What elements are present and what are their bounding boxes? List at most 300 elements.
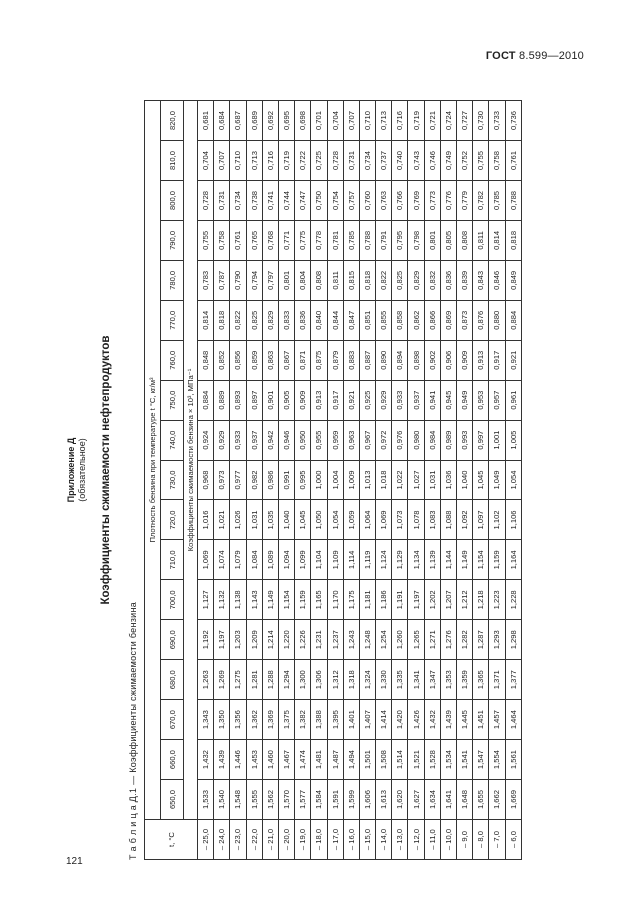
coefficient-cell: 1,634 [424, 780, 440, 820]
compressibility-table [144, 100, 522, 860]
coefficient-cell: 0,814 [198, 300, 214, 340]
coefficient-cell: 0,787 [214, 260, 230, 300]
coefficient-cell: 0,750 [311, 181, 327, 221]
coefficient-cell: 1,356 [230, 700, 246, 740]
coefficient-cell: 0,758 [489, 141, 505, 181]
table-row [424, 101, 440, 860]
coefficient-cell: 0,716 [262, 141, 278, 181]
coefficient-cell: 0,747 [295, 181, 311, 221]
coefficient-cell: 0,836 [295, 300, 311, 340]
coefficient-cell: 1,035 [262, 500, 278, 540]
coefficient-cell: 1,164 [505, 540, 521, 580]
coefficient-cell: 1,570 [278, 780, 294, 820]
coefficient-cell: 0,848 [198, 340, 214, 380]
coefficient-cell: 1,324 [359, 660, 375, 700]
coefficient-cell: 1,094 [278, 540, 294, 580]
coefficient-cell: 0,778 [311, 220, 327, 260]
coefficient-cell: 0,736 [505, 101, 521, 141]
coefficient-cell: 1,202 [424, 580, 440, 620]
temperature-cell: – 17,0 [327, 820, 343, 860]
coefficient-cell: 0,875 [311, 340, 327, 380]
coefficient-cell: 1,143 [246, 580, 262, 620]
density-value: 720,0 [161, 500, 184, 540]
coefficient-cell: 1,001 [489, 420, 505, 460]
coefficient-cell: 0,707 [214, 141, 230, 181]
coefficient-cell: 1,426 [408, 700, 424, 740]
coefficient-cell: 0,977 [230, 460, 246, 500]
coefficient-cell: 0,713 [376, 101, 392, 141]
coefficient-cell: 0,884 [198, 380, 214, 420]
coefficient-cell: 1,362 [246, 700, 262, 740]
coefficient-cell: 1,300 [295, 660, 311, 700]
coefficient-cell: 1,395 [327, 700, 343, 740]
coefficient-cell: 0,980 [408, 420, 424, 460]
coefficient-cell: 0,754 [327, 181, 343, 221]
coefficient-cell: 1,138 [230, 580, 246, 620]
coefficient-cell: 0,884 [505, 300, 521, 340]
density-value: 690,0 [161, 620, 184, 660]
coefficient-cell: 1,294 [278, 660, 294, 700]
density-value: 750,0 [161, 380, 184, 420]
coefficient-cell: 0,822 [376, 260, 392, 300]
coefficient-cell: 0,825 [246, 300, 262, 340]
coefficient-cell: 1,084 [246, 540, 262, 580]
coefficient-cell: 1,000 [311, 460, 327, 500]
coefficient-cell: 0,949 [457, 380, 473, 420]
coefficient-cell: 1,382 [295, 700, 311, 740]
temperature-cell: – 21,0 [262, 820, 278, 860]
coefficient-cell: 0,757 [343, 181, 359, 221]
coefficient-cell: 1,214 [262, 620, 278, 660]
coefficient-cell: 0,761 [505, 141, 521, 181]
coefficient-cell: 0,746 [424, 141, 440, 181]
coefficient-cell: 0,785 [489, 181, 505, 221]
coefficient-cell: 1,207 [440, 580, 456, 620]
coefficient-cell: 0,710 [230, 141, 246, 181]
coefficient-cell: 0,719 [278, 141, 294, 181]
coefficient-cell: 1,347 [424, 660, 440, 700]
coefficient-cell: 0,773 [424, 181, 440, 221]
coefficient-cell: 1,159 [295, 580, 311, 620]
coefficient-cell: 0,681 [198, 101, 214, 141]
coefficient-cell: 0,687 [230, 101, 246, 141]
coefficient-cell: 1,040 [457, 460, 473, 500]
coefficient-cell: 0,689 [246, 101, 262, 141]
coefficient-cell: 1,132 [214, 580, 230, 620]
coefficient-cell: 0,863 [262, 340, 278, 380]
coefficient-cell: 0,731 [343, 141, 359, 181]
coefficient-cell: 0,818 [359, 260, 375, 300]
coefficient-cell: 1,114 [343, 540, 359, 580]
coefficient-cell: 1,009 [343, 460, 359, 500]
coefficient-cell: 1,420 [392, 700, 408, 740]
coefficient-cell: 0,846 [489, 260, 505, 300]
coefficient-cell: 0,879 [327, 340, 343, 380]
coefficient-cell: 1,293 [489, 620, 505, 660]
coefficient-cell: 1,369 [262, 700, 278, 740]
coefficient-cell: 1,287 [473, 620, 489, 660]
coefficient-cell: 0,982 [246, 460, 262, 500]
coefficient-cell: 0,769 [408, 181, 424, 221]
coefficient-cell: 1,534 [440, 740, 456, 780]
coefficient-cell: 0,876 [473, 300, 489, 340]
coefficient-cell: 1,021 [214, 500, 230, 540]
coefficient-cell: 1,388 [311, 700, 327, 740]
coefficient-cell: 0,698 [295, 101, 311, 141]
coefficient-cell: 1,460 [262, 740, 278, 780]
coefficient-cell: 0,883 [343, 340, 359, 380]
table-row [327, 101, 343, 860]
coefficient-cell: 0,869 [440, 300, 456, 340]
coefficient-cell: 1,275 [230, 660, 246, 700]
coefficient-cell: 0,797 [262, 260, 278, 300]
coefficient-cell: 1,648 [457, 780, 473, 820]
coefficient-cell: 0,795 [392, 220, 408, 260]
coefficient-cell: 0,953 [473, 380, 489, 420]
coefficient-cell: 0,855 [376, 300, 392, 340]
table-row [246, 101, 262, 860]
temperature-cell: – 7,0 [489, 820, 505, 860]
density-value: 820,0 [161, 101, 184, 141]
standard-designation [486, 50, 584, 62]
coefficient-cell: 1,059 [343, 500, 359, 540]
coefficient-cell: 1,144 [440, 540, 456, 580]
coefficient-cell: 1,049 [489, 460, 505, 500]
coefficient-cell: 1,555 [246, 780, 262, 820]
coefficient-cell: 0,801 [278, 260, 294, 300]
coefficient-cell: 0,893 [230, 380, 246, 420]
coefficient-cell: 0,852 [214, 340, 230, 380]
density-value: 780,0 [161, 260, 184, 300]
coefficient-cell: 1,282 [457, 620, 473, 660]
coefficient-cell: 0,724 [440, 101, 456, 141]
coefficient-cell: 1,237 [327, 620, 343, 660]
coefficient-cell: 0,901 [262, 380, 278, 420]
coefficient-cell: 0,829 [262, 300, 278, 340]
table-row [473, 101, 489, 860]
density-value: 670,0 [161, 700, 184, 740]
coefficient-cell: 0,744 [278, 181, 294, 221]
coefficient-cell: 0,866 [424, 300, 440, 340]
coefficient-cell: 0,897 [246, 380, 262, 420]
coefficient-cell: 1,154 [278, 580, 294, 620]
density-value: 810,0 [161, 141, 184, 181]
coefficient-cell: 1,359 [457, 660, 473, 700]
coefficient-cell: 0,818 [505, 220, 521, 260]
coefficient-cell: 0,984 [424, 420, 440, 460]
coefficient-cell: 1,540 [214, 780, 230, 820]
standard-number: 8.599—2010 [519, 50, 584, 62]
coefficient-cell: 1,088 [440, 500, 456, 540]
coefficient-cell: 0,937 [408, 380, 424, 420]
table-row [198, 101, 214, 860]
coefficient-cell: 1,281 [246, 660, 262, 700]
coefficient-cell: 1,481 [311, 740, 327, 780]
coefficient-cell: 0,825 [392, 260, 408, 300]
coefficient-cell: 1,139 [424, 540, 440, 580]
coefficient-cell: 0,986 [262, 460, 278, 500]
coefficient-cell: 1,547 [473, 740, 489, 780]
coefficient-cell: 1,045 [295, 500, 311, 540]
temperature-cell: – 18,0 [311, 820, 327, 860]
coefficient-cell: 1,069 [198, 540, 214, 580]
coefficient-cell: 1,226 [295, 620, 311, 660]
coefficient-cell: 1,591 [327, 780, 343, 820]
coefficient-cell: 1,514 [392, 740, 408, 780]
table-body [198, 101, 522, 860]
coefficient-cell: 0,829 [408, 260, 424, 300]
coefficient-cell: 0,721 [424, 101, 440, 141]
coefficient-cell: 1,018 [376, 460, 392, 500]
coefficient-cell: 0,961 [505, 380, 521, 420]
coefficient-cell: 1,627 [408, 780, 424, 820]
coefficient-cell: 0,941 [424, 380, 440, 420]
coefficient-cell: 1,127 [198, 580, 214, 620]
coefficient-cell: 1,159 [489, 540, 505, 580]
coefficient-cell: 1,271 [424, 620, 440, 660]
coefficient-cell: 1,016 [198, 500, 214, 540]
coefficient-cell: 1,165 [311, 580, 327, 620]
temperature-cell: – 8,0 [473, 820, 489, 860]
coefficient-cell: 1,170 [327, 580, 343, 620]
coefficient-cell: 0,749 [440, 141, 456, 181]
coefficient-cell: 1,298 [505, 620, 521, 660]
coefficient-cell: 0,765 [246, 220, 262, 260]
temperature-cell: – 14,0 [376, 820, 392, 860]
coefficient-cell: 0,684 [214, 101, 230, 141]
coefficient-cell: 0,755 [198, 220, 214, 260]
coefficient-cell: 1,149 [262, 580, 278, 620]
coefficient-cell: 1,220 [278, 620, 294, 660]
coefficient-cell: 0,905 [278, 380, 294, 420]
coefficient-cell: 0,713 [246, 141, 262, 181]
coefficient-cell: 1,154 [473, 540, 489, 580]
coefficient-cell: 1,330 [376, 660, 392, 700]
coefficient-cell: 0,719 [408, 101, 424, 141]
coefficient-cell: 0,945 [440, 380, 456, 420]
coefficient-cell: 1,453 [246, 740, 262, 780]
coefficient-cell: 0,833 [278, 300, 294, 340]
coefficient-cell: 0,805 [440, 220, 456, 260]
coefficient-cell: 1,097 [473, 500, 489, 540]
coefficient-cell: 1,577 [295, 780, 311, 820]
coefficient-cell: 0,925 [359, 380, 375, 420]
coefficient-cell: 1,521 [408, 740, 424, 780]
coefficient-cell: 1,040 [278, 500, 294, 540]
coefficient-cell: 1,073 [392, 500, 408, 540]
temperature-cell: – 11,0 [424, 820, 440, 860]
density-value: 760,0 [161, 340, 184, 380]
coefficient-cell: 1,401 [343, 700, 359, 740]
temperature-cell: – 23,0 [230, 820, 246, 860]
coefficient-cell: 1,365 [473, 660, 489, 700]
coefficient-cell: 1,451 [473, 700, 489, 740]
coefficient-cell: 1,218 [473, 580, 489, 620]
table-row [440, 101, 456, 860]
coefficient-cell: 0,967 [359, 420, 375, 460]
coefficient-cell: 1,209 [246, 620, 262, 660]
coefficient-cell: 1,464 [505, 700, 521, 740]
coefficient-cell: 1,445 [457, 700, 473, 740]
coefficient-cell: 0,730 [473, 101, 489, 141]
coefficient-cell: 0,856 [230, 340, 246, 380]
coefficient-cell: 0,776 [440, 181, 456, 221]
coefficient-cell: 0,785 [343, 220, 359, 260]
coefficient-cell: 1,276 [440, 620, 456, 660]
table-row [311, 101, 327, 860]
coefficient-cell: 0,811 [473, 220, 489, 260]
table-row [505, 101, 521, 860]
coefficient-cell: 0,968 [198, 460, 214, 500]
coefficient-cell: 1,288 [262, 660, 278, 700]
table-row [295, 101, 311, 860]
coefficient-cell: 0,733 [489, 101, 505, 141]
appendix-note: (обязательное) [77, 438, 87, 502]
coefficient-cell: 0,973 [214, 460, 230, 500]
coefficient-cell: 1,004 [327, 460, 343, 500]
coefficient-cell: 0,957 [489, 380, 505, 420]
coefficient-cell: 1,079 [230, 540, 246, 580]
coefficient-cell: 0,880 [489, 300, 505, 340]
coefficient-cell: 0,917 [489, 340, 505, 380]
temperature-cell: – 6,0 [505, 820, 521, 860]
coefficient-cell: 0,873 [457, 300, 473, 340]
coefficient-cell: 0,692 [262, 101, 278, 141]
coefficient-cell: 0,843 [473, 260, 489, 300]
coefficient-cell: 0,775 [295, 220, 311, 260]
coefficient-cell: 1,528 [424, 740, 440, 780]
density-value: 800,0 [161, 181, 184, 221]
coefficient-cell: 1,197 [214, 620, 230, 660]
coefficient-cell: 1,350 [214, 700, 230, 740]
coefficient-cell: 0,909 [295, 380, 311, 420]
coefficient-cell: 1,561 [505, 740, 521, 780]
coefficient-cell: 1,446 [230, 740, 246, 780]
coefficient-cell: 0,788 [359, 220, 375, 260]
density-value: 730,0 [161, 460, 184, 500]
coefficient-cell: 1,432 [198, 740, 214, 780]
coefficient-cell: 0,917 [327, 380, 343, 420]
coefficient-cell: 0,704 [327, 101, 343, 141]
coefficient-cell: 1,487 [327, 740, 343, 780]
temperature-cell: – 13,0 [392, 820, 408, 860]
coefficient-cell: 1,474 [295, 740, 311, 780]
coefficient-cell: 1,494 [343, 740, 359, 780]
coefficient-cell: 1,027 [408, 460, 424, 500]
coefficient-cell: 0,783 [198, 260, 214, 300]
coefficient-cell: 1,407 [359, 700, 375, 740]
coefficient-cell: 0,801 [424, 220, 440, 260]
coefficient-cell: 0,811 [327, 260, 343, 300]
coefficient-cell: 0,727 [457, 101, 473, 141]
coefficient-cell: 0,734 [359, 141, 375, 181]
density-value: 680,0 [161, 660, 184, 700]
coefficient-cell: 1,089 [262, 540, 278, 580]
coefficient-cell: 0,847 [343, 300, 359, 340]
coefficient-cell: 0,839 [457, 260, 473, 300]
coefficient-cell: 1,119 [359, 540, 375, 580]
coefficient-cell: 0,851 [359, 300, 375, 340]
coefficient-cell: 0,731 [214, 181, 230, 221]
coefficient-cell: 0,815 [343, 260, 359, 300]
coefficient-cell: 1,050 [311, 500, 327, 540]
coefficient-cell: 0,832 [424, 260, 440, 300]
coefficient-cell: 1,501 [359, 740, 375, 780]
coefficient-cell: 0,782 [473, 181, 489, 221]
coefficient-cell: 0,933 [230, 420, 246, 460]
coefficient-cell: 1,620 [392, 780, 408, 820]
density-value: 700,0 [161, 580, 184, 620]
temperature-cell: – 25,0 [198, 820, 214, 860]
coefficient-cell: 0,913 [473, 340, 489, 380]
coefficient-cell: 0,859 [246, 340, 262, 380]
coefficient-cell: 1,083 [424, 500, 440, 540]
coefficient-cell: 0,728 [198, 181, 214, 221]
coefficient-cell: 1,134 [408, 540, 424, 580]
coefficient-cell: 0,710 [359, 101, 375, 141]
coefficient-cell: 0,741 [262, 181, 278, 221]
coefficient-cell: 0,959 [327, 420, 343, 460]
coefficient-cell: 1,104 [311, 540, 327, 580]
coefficient-cell: 0,924 [198, 420, 214, 460]
coefficient-cell: 0,909 [457, 340, 473, 380]
coefficient-cell: 0,942 [262, 420, 278, 460]
coefficient-cell: 1,375 [278, 700, 294, 740]
appendix-title: Приложение Д [66, 437, 76, 503]
coefficient-cell: 1,031 [246, 500, 262, 540]
coefficient-cell: 1,005 [505, 420, 521, 460]
coefficient-cell: 0,768 [262, 220, 278, 260]
table-row [262, 101, 278, 860]
coefficient-cell: 0,794 [246, 260, 262, 300]
temperature-cell: – 15,0 [359, 820, 375, 860]
coefficient-cell: 1,074 [214, 540, 230, 580]
coefficient-cell: 0,808 [311, 260, 327, 300]
coefficient-cell: 0,993 [457, 420, 473, 460]
table-row [376, 101, 392, 860]
coefficient-cell: 1,022 [392, 460, 408, 500]
density-value: 660,0 [161, 740, 184, 780]
coefficient-cell: 0,887 [359, 340, 375, 380]
temperature-header: t, °C [145, 820, 198, 860]
coefficient-cell: 0,779 [457, 181, 473, 221]
coefficient-cell: 1,045 [473, 460, 489, 500]
table-caption: Т а б л и ц а Д.1 — Коэффициенты сжимаемости бензина [128, 601, 138, 860]
coefficient-cell: 0,946 [278, 420, 294, 460]
coefficient-cell: 0,808 [457, 220, 473, 260]
coefficient-cell: 1,377 [505, 660, 521, 700]
density-value: 790,0 [161, 220, 184, 260]
coefficient-cell: 0,763 [376, 181, 392, 221]
coefficient-cell: 0,725 [311, 141, 327, 181]
coefficient-cell: 1,562 [262, 780, 278, 820]
density-value: 710,0 [161, 540, 184, 580]
coefficient-cell: 1,432 [424, 700, 440, 740]
coefficient-cell: 1,306 [311, 660, 327, 700]
coefficient-cell: 0,840 [311, 300, 327, 340]
coefficient-cell: 0,894 [392, 340, 408, 380]
coefficient-cell: 1,129 [392, 540, 408, 580]
table-row [489, 101, 505, 860]
coefficient-cell: 0,972 [376, 420, 392, 460]
coefficient-cell: 0,906 [440, 340, 456, 380]
coefficient-cell: 0,913 [311, 380, 327, 420]
coefficient-cell: 1,192 [198, 620, 214, 660]
coefficient-cell: 1,102 [489, 500, 505, 540]
coefficient-cell: 1,223 [489, 580, 505, 620]
coefficient-cell: 1,186 [376, 580, 392, 620]
coefficient-cell: 0,743 [408, 141, 424, 181]
